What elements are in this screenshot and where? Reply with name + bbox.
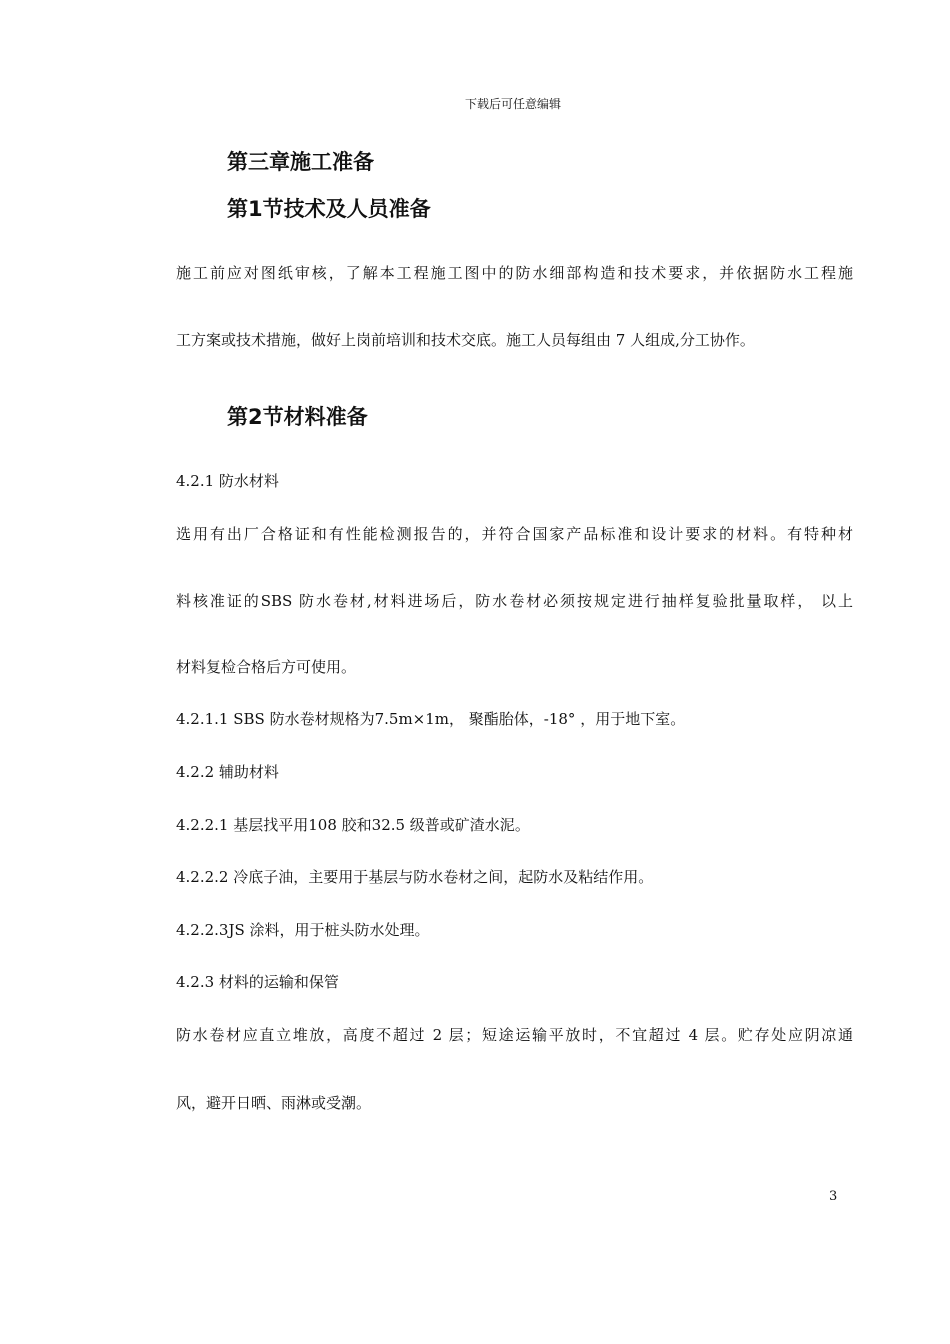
section-2-title: 第2节材料准备 <box>227 405 368 429</box>
list-item: 4.2.2.3JS 涂料，用于桩头防水处理。 <box>176 921 430 939</box>
list-item: 4.2.2.2 冷底子油，主要用于基层与防水卷材之间，起防水及粘结作用。 <box>176 868 654 886</box>
list-item: 4.2.1.1 SBS 防水卷材规格为7.5m×1m， 聚酯胎体，-18° ，用于地下室。 <box>176 710 686 728</box>
paragraph-line: 风，避开日晒、雨淋或受潮。 <box>176 1094 372 1112</box>
page-number: 3 <box>829 1189 838 1204</box>
subsection-heading: 4.2.2 辅助材料 <box>176 763 279 781</box>
paragraph-line: 材料复检合格后方可使用。 <box>176 658 357 676</box>
page-header: 下载后可任意编辑 <box>464 97 561 111</box>
paragraph-line: 选用有出厂合格证和有性能检测报告的，并符合国家产品标准和设计要求的材料。有特种材 <box>176 525 853 543</box>
section-1-line-2: 工方案或技术措施，做好上岗前培训和技术交底。施工人员每组由 7 人组成,分工协作。 <box>176 331 755 349</box>
paragraph-line: 料核准证的SBS 防水卷材,材料进场后，防水卷材必须按规定进行抽样复验批量取样， 以上 <box>176 592 853 610</box>
subsection-heading: 4.2.3 材料的运输和保管 <box>176 973 339 991</box>
paragraph-line: 防水卷材应直立堆放，高度不超过 2 层；短途运输平放时，不宜超过 4 层。贮存处应阴凉通 <box>176 1026 853 1044</box>
chapter-title: 第三章施工准备 <box>227 150 374 174</box>
section-1-title: 第1节技术及人员准备 <box>227 197 431 221</box>
section-1-line-1: 施工前应对图纸审核，了解本工程施工图中的防水细部构造和技术要求，并依据防水工程施 <box>176 264 853 282</box>
list-item: 4.2.2.1 基层找平用108 胶和32.5 级普或矿渣水泥。 <box>176 816 530 834</box>
subsection-heading: 4.2.1 防水材料 <box>176 472 279 490</box>
